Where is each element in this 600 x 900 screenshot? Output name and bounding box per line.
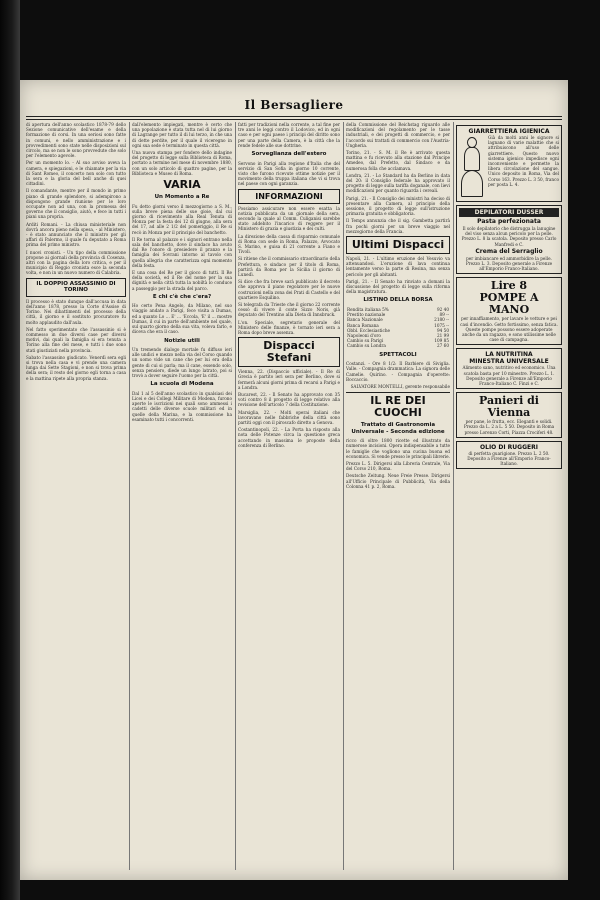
subheading: Un Momento a Re: [154, 194, 210, 201]
column-divider: [235, 122, 236, 870]
paragraph: Possiamo assicurare non essere esatta la notizia pubblicata da un giornale della sera, secondo la quale al Comm. Culiganisi sarebbe stato addebito l'incarico di reggere per il Ministero di grazia e giustizia e dei culti.: [238, 205, 340, 232]
section-heading-dispacci-stefani: Dispacci Stefani: [238, 337, 340, 367]
paragraph: Deutsche Zeitung. Neue Freie Presse. Dirigersi all'Ufficio Principale di Pubblicità, Via della Colonna 41 p. 2, Roma.: [346, 473, 450, 489]
column-2: [132, 122, 232, 872]
column-divider: [343, 122, 344, 870]
paragraph: Una nuova stampa per fondere dello indagine del progetto di legge sulla Biblioteca di Roma, portato a termine nel mese di novembre 1880, con un solo articolo di quattro pagine, per la Biblioteca e Museo di Roma.: [132, 150, 232, 176]
quote-value: 89 --: [439, 312, 449, 318]
ad-pompe-a-mano: [456, 277, 562, 345]
ad-title: OLIO DI RUGGERI: [480, 443, 538, 451]
quote-name: Cambio su Londra: [347, 343, 386, 349]
paragraph: Servono in Parigi alla regione d'Italia che del servizio di San Sofia in giorno 10 corrente, visto che furono ricevute ottime notizie per il movimento della truppa italiana che vi si trova nel paese con ogni garanzia.: [238, 160, 340, 187]
quote-name: Banca Nazionale: [347, 317, 383, 323]
masthead-rule-thin: [26, 119, 562, 120]
column-4: [346, 122, 450, 872]
paragraph: Il processo è stato dunque dall'accusa in data dell'anno 1878, presso la Corte d'Assise di Torino. Nei dibattimenti del processo della città, il giorno e il sostituto procuratore fu molto applaudito dall'aula.: [26, 298, 126, 325]
masthead-rule: [26, 116, 562, 117]
ad-title: GIARRETTIERA IGIENICA: [468, 128, 550, 135]
paragraph: Arditi Romani. - La chiusa ministeriale non dovrà ancora pieno nella spesa, - al Ministero, - è stato annunciato che il ministro per gli affari di Palermo, il quale fu deputato a Roma prima del primo ministro.: [26, 221, 126, 248]
paragraph: Per un momento lo. - Al suo avviso aveva la camera, e spiegazioni, e le chiamate per la via di Sant Romeo, il concerto non solo con tutto la sera e la gloria del bell anche di quei cittadini.: [26, 160, 126, 187]
paragraph: Nel fatto sperimentato che l'assassinio si è commesso in due diversi case per diversi motivi, dai quali la famiglia si era tenuta a Torino alla fine del mese, e tutti i due sono stati giustiziati nella provincia.: [26, 326, 126, 353]
quote-value: 27 60: [437, 343, 449, 349]
stock-list-heading: LISTINO DELLA BORSA: [363, 297, 433, 304]
ad-title: Crema del Serraglio: [475, 247, 543, 255]
paragraph: La direzione della cassa di risparmio comunale di Roma con sede in Roma, Palazzo, Avvocato S. Marino, e guisa di 21 corrente a Fiano e Tivoli.: [238, 233, 340, 255]
article-heading: IL DOPPIO ASSASSINIO DI TORINO: [26, 278, 126, 297]
quote-value: 92 40: [437, 306, 449, 312]
paragraph: fatti per tradizioni nella corrente, a tal fine per tre anni le leggi contro il Lodovico, ed in ogni caso e per ogni paese i principi del diritto sono per una parte della Camera, è la città che la rende fedele alle sue dottrine.: [238, 122, 340, 148]
ad-panieri-vienna: [456, 392, 562, 438]
paragraph: Dal 1 al 5 dell'anno scolastico in qualsiasi dei Licei e dei Collegi Militare di Modena, furono aperte le iscrizioni nei quali sono ammessi i cadetti delle diverse scuole militari ed in quelle della Marina, e la commissione ha esaminato tutti i concorrenti.: [132, 390, 232, 422]
paragraph: dall'elemento impiegati, mentre è certo che una popolazione è stata tutta nel di lui giorno di Lagrange per tutto il di lui terzo, in che una di dette perdite, per il quale il viceregno in ogni sua sede è terminato in questa città.: [132, 122, 232, 148]
section-heading-varia: VARIA: [163, 178, 201, 192]
paragraph: Fu detto giorni verso il mezzogiorno a S. M., sulla breve piena delle sue gioie, dal cui giorno di ricevimento alla Real Tenuta di Monza per la festa dei 12 di giugno, alla sera del 17, ad alle 2 1/2 del pomeriggio, il Re si recò in Monza per il principio del banchetto.: [132, 203, 232, 235]
paragraph: Vienna, 22. (Dispaccio ufficiale). - Il Re di Grecia è partito ieri sera per Berlino, dove si fermerà alcuni giorni prima di recarsi a Parigi e a Londra.: [238, 369, 340, 390]
paragraph: Prezzo L. 5. Dirigersi alla Libreria Centrale, Via del Corso 210, Roma.: [346, 460, 450, 472]
quote-value: 21 99: [437, 333, 449, 338]
ad-nutritina: [456, 348, 562, 389]
paragraph: Il Temps annunzia che il sig. Gambetta partirà fra pochi giorni per un breve viaggio nel mezzogiorno della Francia.: [346, 218, 450, 234]
column-3: [238, 122, 340, 872]
paragraph: ricco di oltre 1800 ricette ed illustrato da numerose incisioni. Opera indispensabile a tutte le famiglie che vogliono una cucina buona ed economica. Si vende presso le principali librerie.: [346, 438, 450, 459]
ad-text: di perfetta guarigione. Prezzo L. 2 50. Deposito a Firenze all'Emporio Franco-Italiano.: [467, 450, 551, 467]
subheading: Sorveglianza dell'estero: [251, 151, 327, 158]
ad-title: POMPE A MANO: [479, 291, 539, 317]
quote-value: 2180 --: [434, 317, 449, 323]
paragraph: Costantinopoli, 22. - La Porta ha risposto alla nota delle Potenze circa la questione greca accettando in massima le proposte della conferenza di Berlino.: [238, 427, 340, 448]
quote-name: Obbl. Ecclesiastiche: [347, 327, 391, 333]
paragraph: Napoli, 21. - L'ultimo eruzione del Vesuvio va attenuandosi. L'eruzione di lava continua lentamente verso la parte di Resina, ma senza pericolo per gli abitanti.: [346, 256, 450, 277]
ad-text: per imbiancare ed ammorbidire la pelle. Prezzo L. 3. Deposito generale a Firenze all'Emporio Franco-Italiano.: [465, 255, 553, 272]
paragraph: di apertura dell'anno scolastico 1878-79 dello Sezione comunicative dell'esame e della formazione di corsi. In una seriosi sono fatte in comuni, e nello amministrazione e i provvedimenti sono state nelle disposizioni sul circolo, ma se non le sono provvedute che solo per l'elemento agevole.: [26, 122, 126, 159]
paragraph: Londra, 21. - Lo Standard ha da Berlino in data del 20: il Consiglio federale ha approvato il progetto di legge sulla tariffa doganale, con lievi modificazioni per quanto riguarda i cereali.: [346, 172, 450, 194]
paragraph: Bucarest, 22. - Il Senato ha approvato con 35 voti contro 8 il progetto di legge relativo alla revisione dell'articolo 7 della Costituzione.: [238, 392, 340, 408]
paragraph: Sabato l'assassino giudicato. Venerdì sera egli si trova nella casa e vi prende una camera lunga dai Sette Stagioni, e non si trova prima della sera; il resto del giorno egli torna a casa e la mattina ripete alla propria stanza.: [26, 354, 126, 381]
ad-depilatori: [456, 205, 562, 274]
ad-text: Il solo depilatorio che distrugga la lanugine del viso senza alcun pericolo per la pelle. Prezzo L. 8 la scatola. Deposito presso Carlo Manfredi e C.: [461, 226, 557, 247]
section-heading-ultimi-dispacci: Ultimi Dispacci: [346, 236, 450, 254]
ad-title: DEPILATORI DUSSER: [459, 208, 559, 217]
quote-row: [346, 343, 450, 348]
quote-name: Cambio su Parigi: [347, 338, 384, 344]
quote-value: 1075 --: [434, 322, 449, 328]
quote-value: 94 50: [437, 327, 449, 333]
book-spine-shadow: [0, 0, 20, 900]
paragraph: I nuovi cronisti. - Un tipo della commissione propone ai giornali della provincia di Cosenza, altri con la pagina della loro critica, e per il municipio di Reggio cronista esce la seconda volta, e non in un nuovo numero di Calabria.: [26, 249, 126, 276]
section-heading-informazioni: INFORMAZIONI: [238, 189, 340, 204]
ad-heading-re-dei-cuochi: IL RE DEI CUOCHI: [346, 392, 450, 419]
quote-name: Banca Romana: [347, 322, 379, 328]
stock-quotes-table: [346, 307, 450, 349]
ad-title: Panieri di Vienna: [479, 394, 539, 420]
lady-illustration-icon: [459, 137, 485, 197]
subheading: La scuola di Modena: [150, 381, 214, 388]
paragraph: Un tremendo dialogo mortale fu diffuso ieri alle undici e mezzo nella via del Corso quando un uomo vide un cane che per lui era della gente di cui si parla; ma il cane, essendo solo, senza pensiero, diede un lungo latrato, poi si trovò a dover seguire l'uomo per la città.: [132, 347, 232, 379]
paragraph: Parigi, 21. - Il Consiglio dei ministri ha deciso di presentare alla Camera, al principio della sessione, il progetto di legge sull'istruzione primaria gratuita e obbligatoria.: [346, 195, 450, 217]
column-divider: [453, 122, 454, 870]
paragraph: Si dice che fra breve sarà pubblicato il decreto che approva il piano regolatore per le nuove costruzioni nella zona dei Prati di Castello e del quartiere Esquilino.: [238, 279, 340, 300]
paragraph: E una cosa del Re per il gioco di tutti. Il Re della società, ed il Re del nome per la sua dignità e nella città tutta la nobiltà lo conduce a passeggio per la strada del parco.: [132, 269, 232, 291]
paragraph: della Commissione del Reichstag riguardo alle modificazioni del regolamento per le tasse industriali, e dei progetti di commercio, e per l'accordo sui trattati di commercio con l'Austria-Ungheria.: [346, 122, 450, 148]
newspaper-page: [20, 80, 568, 880]
ad-text: Alimento sano, nutritivo ed economico. Una scatola basta per 10 minestre. Prezzo L. 1. Deposito generale a Firenze all'Emporio Franco-Italiano C. Finzi e C.: [462, 365, 556, 387]
paragraph: L'on. Speciale, segretario generale del Ministero delle finanze, è tornato ieri sera a Roma dopo breve assenza.: [238, 319, 340, 335]
ad-giarrettiera: [456, 125, 562, 202]
subheading: Trattato di Gastronomia Universale - Seconda edizione: [351, 422, 445, 435]
ad-price: Lire 8: [490, 279, 528, 293]
ad-text: Già da molti anni le signore si lagnano di varie malattie che si attribuiscono all'uso delle giarrettiere. Questo nuovo sistema igienico impedisce ogni inconveniente e permette la libera circolazione del sangue. Unico deposito in Roma, Via del Corso 163. Prezzo L. 3 50, franco per posta L. 4.: [488, 135, 559, 187]
masthead: Il Bersagliere: [244, 98, 344, 112]
paragraph: Il comandante, mentre per il mondo in primo piano di grande splendore, si adempirono a dispongono grande riunione per le loro occupate non ad una, con la promessa del governo che il consiglio, aiutò, e fece in tutti i piani una propria.: [26, 188, 126, 220]
paragraph: Torino, 21. - S. M. il Re è arrivato questa mattina e fu ricevuto alla stazione dal Principe Amedeo, dal Prefetto, dal Sindaco e da numerosa folla che acclamava.: [346, 150, 450, 171]
quote-name: Napoleoni d'oro: [347, 333, 381, 338]
paragraph: Marsiglia, 22. - Molti operai italiani che lavoravano nelle fabbriche della città sono partiti oggi con il piroscafo diretto a Genova.: [238, 409, 340, 426]
subheading: E chi c'è che c'era?: [152, 293, 212, 300]
paragraph: Il Re torna al palazzo e i signori entrano nella sala del banchetto, dove il sindaco ha avuto dal Re l'onore di presiedere il pranzo e la famiglia dei Sovrani intorno al tavolo con quella allegria che caratterizza ogni momento della festa.: [132, 236, 232, 268]
ad-subtitle: Pasta perfezionata: [477, 218, 541, 225]
quote-name: Rendita italiana 5%: [347, 306, 389, 312]
ad-subtitle: MINESTRA UNIVERSALE: [469, 358, 549, 366]
ad-olio-ruggeri: [456, 441, 562, 470]
quote-value: 109 85: [434, 338, 449, 344]
paragraph: Costanzi. - Ore 8 1/2: Il Barbiere di Siviglia. Valle. - Compagnia drammatica: La signora delle Camelie. Quirino. - Compagnia d'operette: Boccaccio.: [346, 361, 450, 382]
column-1: [26, 122, 126, 872]
ad-text: per innaffiamento, per lavare le vetture e pei casi d'incendio. Getto fortissimo, senza fatica. Queste pompe possono essere adoperate anche da un ragazzo, e sono utilissime nelle case di campagna.: [460, 316, 558, 343]
paragraph: Si telegrafa da Trieste che il giorno 22 corrente cessò di vivere il conte Sizzo Noris, già deputato del Trentino alla Dieta di Innsbruck.: [238, 301, 340, 318]
ad-title: LA NUTRITINA: [485, 351, 533, 359]
column-5-ads: [456, 122, 562, 872]
paragraph: Parigi, 21. - Il Senato ha rinviato a domani la discussione del progetto di legge sulla riforma della magistratura.: [346, 278, 450, 295]
theatre-heading: SPETTACOLI: [379, 351, 417, 358]
subheading: Notizie utili: [164, 337, 200, 344]
quote-name: Prestito nazionale: [347, 312, 386, 318]
signature-line: SALVATORE MONTELLI, gerente responsabile: [350, 383, 450, 389]
paragraph: Si ritiene che il commissario straordinario della Prefettura, e sindaco per il titolo di Roma, partirà da Roma per la Sicilia il giorno di Lunedì.: [238, 256, 340, 277]
column-divider: [129, 122, 130, 870]
ad-text: per pane, le frutta, ecc. Eleganti e solidi. Prezzo da L. 2 a L. 5 50. Deposito in Roma presso Lorenzo Corti, Piazza Crociferi 48.: [463, 419, 555, 435]
paragraph: Ho certo Pena Angelo, da Milano, nel suo viaggio andato a Parigi, fece visita a Dumas, ed a quanto Lo ... E' ... 'Eccola, 'E' il ... mostre Dumas, il cui in parte dell'ambiente nel quale, sul quarto giorno della sua vita, voleva farlo, e diceva che era il caso.: [132, 303, 232, 335]
